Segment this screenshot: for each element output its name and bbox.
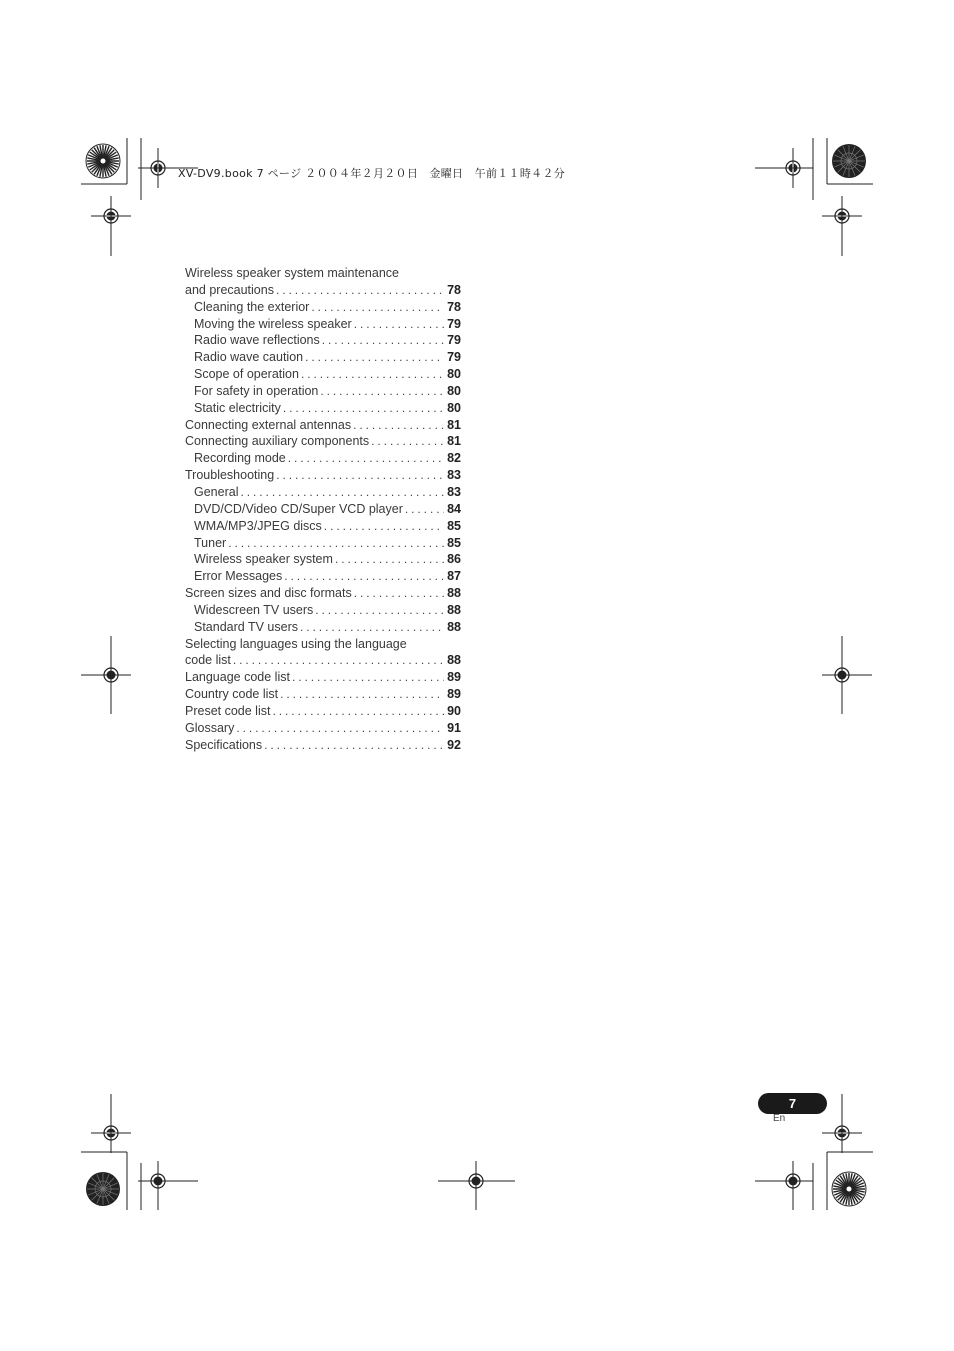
toc-entry — [185, 282, 461, 299]
toc-entry — [185, 602, 461, 619]
toc-entry-page: 80 — [447, 383, 461, 398]
toc-entry-page: 84 — [447, 501, 461, 516]
toc-entry-title: For safety in operation — [194, 383, 319, 398]
toc-entry — [185, 417, 461, 434]
page-language-label: En — [773, 1113, 786, 1124]
toc-entry-title: Connecting auxiliary components — [185, 434, 370, 449]
toc-dot-leader — [324, 518, 444, 535]
toc-entry-title: Standard TV users — [194, 619, 298, 634]
print-slug-header: XV-DV9.book 7 ページ ２００４年２月２０日 金曜日 午前１１時４２分 — [178, 167, 566, 180]
toc-entry-page: 83 — [447, 468, 461, 483]
toc-entry-page: 78 — [447, 282, 461, 297]
toc-entry-title: Scope of operation — [194, 367, 299, 382]
toc-dot-leader — [322, 332, 444, 349]
toc-entry-title: Selecting languages using the language — [185, 636, 407, 651]
toc-entry-page: 83 — [447, 484, 461, 499]
toc-entry-title: code list — [185, 653, 231, 668]
toc-dot-leader — [236, 720, 444, 737]
toc-entry — [185, 400, 461, 417]
toc-dot-leader — [320, 383, 444, 400]
toc-entry-title: Specifications — [185, 737, 263, 752]
toc-entry — [185, 585, 461, 602]
toc-entry-page: 82 — [447, 451, 461, 466]
toc-entry-title: Cleaning the exterior — [194, 299, 310, 314]
toc-dot-leader — [283, 400, 444, 417]
toc-dot-leader — [292, 669, 444, 686]
toc-entry-page: 81 — [447, 417, 461, 432]
toc-entry-title: Glossary — [185, 720, 235, 735]
toc-dot-leader — [405, 501, 444, 518]
toc-entry-title: WMA/MP3/JPEG discs — [194, 518, 322, 533]
toc-entry — [185, 332, 461, 349]
toc-entry — [185, 349, 461, 366]
toc-entry-page: 91 — [447, 720, 461, 735]
toc-entry — [185, 703, 461, 720]
toc-entry-page: 88 — [447, 586, 461, 601]
toc-entry-title: Widescreen TV users — [194, 602, 314, 617]
toc-entry-page: 79 — [447, 316, 461, 331]
toc-dot-leader — [264, 737, 444, 754]
toc-entry-title: Wireless speaker system maintenance — [185, 266, 399, 280]
toc-entry-page: 92 — [447, 737, 461, 752]
toc-entry-title: Radio wave reflections — [194, 333, 320, 348]
toc-entry — [185, 551, 461, 568]
toc-entry — [185, 568, 461, 585]
toc-entry-title: Moving the wireless speaker — [194, 316, 352, 331]
toc-dot-leader — [284, 568, 444, 585]
toc-entry — [185, 535, 461, 552]
toc-dot-leader — [233, 652, 444, 669]
toc-entry-title: Radio wave caution — [194, 350, 304, 365]
toc-dot-leader — [354, 585, 444, 602]
toc-entry — [185, 737, 461, 754]
toc-entry — [185, 652, 461, 669]
toc-entry-title: Error Messages — [194, 569, 283, 584]
toc-entry-title: Country code list — [185, 687, 279, 702]
toc-dot-leader — [276, 282, 444, 299]
toc-dot-leader — [311, 299, 444, 316]
toc-entry — [185, 383, 461, 400]
toc-entry-page: 88 — [447, 602, 461, 617]
toc-entry-page: 89 — [447, 670, 461, 685]
toc-entry-page: 79 — [447, 333, 461, 348]
toc-entry-title: Static electricity — [194, 400, 281, 415]
toc-dot-leader — [272, 703, 444, 720]
toc-entry-title: and precautions — [185, 282, 274, 297]
table-of-contents — [185, 265, 461, 753]
toc-entry-title: Screen sizes and disc formats — [185, 586, 352, 601]
toc-entry — [185, 299, 461, 316]
toc-entry-title: Wireless speaker system — [194, 552, 333, 567]
toc-entry-title: General — [194, 484, 239, 499]
toc-entry — [185, 450, 461, 467]
toc-entry — [185, 467, 461, 484]
toc-entry — [185, 501, 461, 518]
toc-entry — [185, 265, 461, 282]
toc-entry — [185, 366, 461, 383]
toc-dot-leader — [288, 450, 444, 467]
toc-entry-page: 78 — [447, 299, 461, 314]
toc-entry — [185, 686, 461, 703]
toc-dot-leader — [371, 433, 444, 450]
toc-entry-page: 80 — [447, 400, 461, 415]
toc-entry-page: 90 — [447, 703, 461, 718]
toc-entry — [185, 433, 461, 450]
toc-entry — [185, 636, 461, 653]
toc-entry-page: 89 — [447, 687, 461, 702]
toc-dot-leader — [240, 484, 444, 501]
toc-entry-page: 79 — [447, 350, 461, 365]
toc-dot-leader — [300, 619, 444, 636]
toc-dot-leader — [315, 602, 444, 619]
toc-entry — [185, 720, 461, 737]
toc-dot-leader — [353, 417, 444, 434]
toc-entry-title: Connecting external antennas — [185, 417, 352, 432]
toc-dot-leader — [335, 551, 444, 568]
toc-entry-title: DVD/CD/Video CD/Super VCD player — [194, 501, 403, 516]
toc-entry-title: Tuner — [194, 535, 227, 550]
toc-entry-page: 85 — [447, 518, 461, 533]
toc-entry — [185, 316, 461, 333]
toc-entry-page: 88 — [447, 619, 461, 634]
toc-entry-page: 80 — [447, 367, 461, 382]
toc-dot-leader — [276, 467, 444, 484]
page-number-badge: 7 — [758, 1093, 827, 1114]
toc-entry-title: Preset code list — [185, 703, 271, 718]
toc-entry-page: 88 — [447, 653, 461, 668]
toc-entry-page: 86 — [447, 552, 461, 567]
toc-entry-page: 87 — [447, 569, 461, 584]
toc-entry — [185, 484, 461, 501]
toc-dot-leader — [301, 366, 444, 383]
toc-entry-title: Language code list — [185, 670, 290, 685]
toc-entry-page: 85 — [447, 535, 461, 550]
toc-dot-leader — [305, 349, 444, 366]
toc-dot-leader — [280, 686, 444, 703]
toc-entry — [185, 619, 461, 636]
toc-entry — [185, 518, 461, 535]
toc-entry — [185, 669, 461, 686]
toc-dot-leader — [228, 535, 444, 552]
toc-entry-title: Recording mode — [194, 451, 286, 466]
toc-entry-title: Troubleshooting — [185, 468, 275, 483]
toc-dot-leader — [354, 316, 444, 333]
toc-entry-page: 81 — [447, 434, 461, 449]
